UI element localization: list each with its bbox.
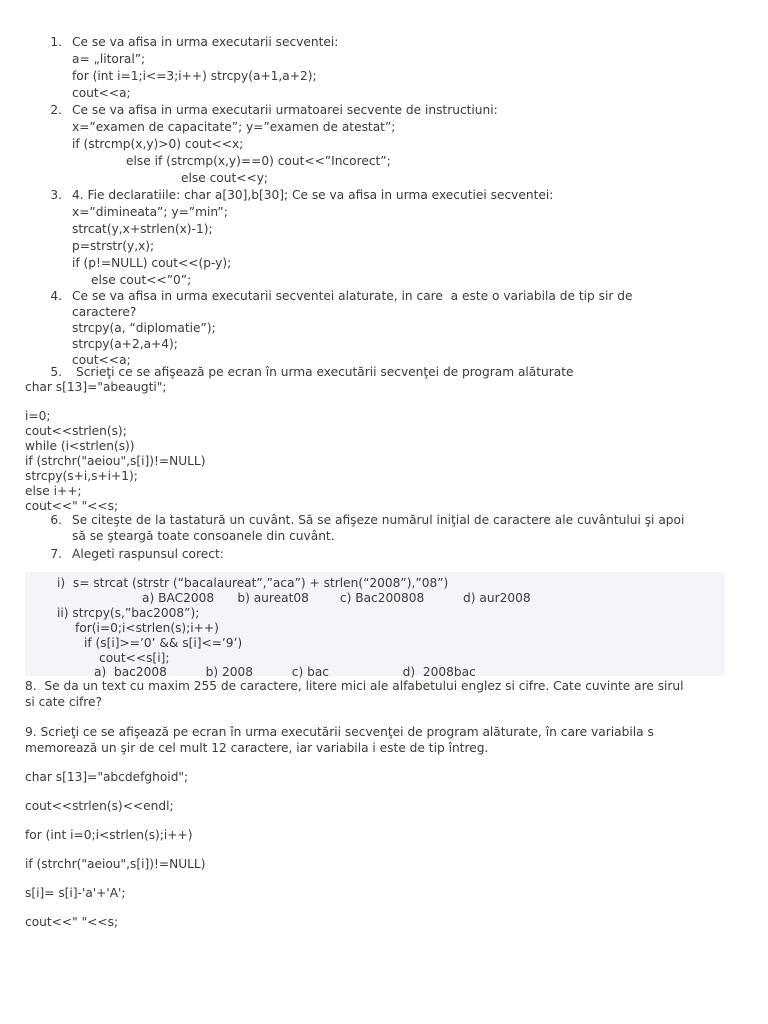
q7-number: 7. — [50, 547, 62, 561]
q5-number: 5. — [50, 365, 62, 379]
q6-title: să se şteargă toate consoanele din cuvânt. — [72, 529, 335, 543]
q5-code-line: i=0; — [25, 409, 51, 423]
q2-code-line: x=”examen de capacitate”; y=”examen de atestat”; — [72, 120, 396, 134]
q9-code-line: cout<<strlen(s)<<endl; — [25, 799, 174, 813]
q9-code-line: s[i]= s[i]-'a'+'A'; — [25, 886, 126, 900]
q6-title: Se citeşte de la tastatură un cuvânt. Să se afişeze numărul iniţial de caractere ale cuvântului şi apoi — [72, 513, 685, 527]
q9-text: 9. Scrieţi ce se afişează pe ecran în urma executării secvenţei de program alăturate, în care variabila s — [25, 725, 654, 739]
q8-text: 8. Se da un text cu maxim 255 de caractere, litere mici ale alfabetului englez si cifre. Cate cuvinte are sirul — [25, 679, 684, 693]
q3-number: 3. — [50, 188, 62, 202]
q2-title: Ce se va afisa in urma executarii urmatoarei secvente de instructiuni: — [72, 103, 498, 117]
q3-code-line: p=strstr(y,x); — [72, 239, 155, 253]
q2-number: 2. — [50, 103, 62, 117]
q7-part-ii-options: a) bac2008 b) 2008 c) bac d) 2008bac — [94, 665, 476, 679]
q7-part-ii: ii) strcpy(s,”bac2008”); — [57, 606, 200, 620]
q4-code-line: cout<<a; — [72, 353, 131, 367]
q7-code-line: cout<<s[i]; — [99, 651, 170, 665]
q7-code-line: for(i=0;i<strlen(s);i++) — [75, 621, 219, 635]
q2-code-line: if (strcmp(x,y)>0) cout<<x; — [72, 137, 244, 151]
q5-code-line: char s[13]="abeaugti"; — [25, 380, 167, 394]
q1-number: 1. — [50, 35, 62, 49]
q9-code-line: if (strchr("aeiou",s[i])!=NULL) — [25, 857, 206, 871]
q2-code-line: else if (strcmp(x,y)==0) cout<<”Incorect”; — [126, 154, 391, 168]
q1-code-line: for (int i=1;i<=3;i++) strcpy(a+1,a+2); — [72, 69, 317, 83]
q7-code-line: if (s[i]>=’0’ && s[i]<=’9’) — [84, 636, 243, 650]
q9-code-line: char s[13]="abcdefghoid"; — [25, 770, 189, 784]
q4-title: Ce se va afisa in urma executarii secventei alaturate, in care a este o variabila de tip sir de — [72, 289, 633, 303]
q4-code-line: strcpy(a, “diplomatie”); — [72, 321, 216, 335]
q4-title: caractere? — [72, 305, 137, 319]
q1-title: Ce se va afisa in urma executarii secventei: — [72, 35, 339, 49]
q4-number: 4. — [50, 289, 62, 303]
q8-text: si cate cifre? — [25, 695, 103, 709]
q5-title: Scrieţi ce se afişează pe ecran în urma executării secvenţei de program alăturate — [76, 365, 574, 379]
q4-code-line: strcpy(a+2,a+4); — [72, 337, 178, 351]
q3-code-line: if (p!=NULL) cout<<(p-y); — [72, 256, 232, 270]
q3-title: 4. Fie declaratiile: char a[30],b[30]; Ce se va afisa in urma executiei secventei: — [72, 188, 554, 202]
q1-code-line: a= „litoral”; — [72, 52, 146, 66]
q9-code-line: cout<<" "<<s; — [25, 915, 119, 929]
q3-code-line: else cout<<”0”; — [91, 273, 192, 287]
q5-code-line: if (strchr("aeiou",s[i])!=NULL) — [25, 454, 206, 468]
q9-code-line: for (int i=0;i<strlen(s);i++) — [25, 828, 193, 842]
q9-text: memorează un şir de cel mult 12 caractere, iar variabila i este de tip întreg. — [25, 741, 489, 755]
q7-part-i: i) s= strcat (strstr (“bacalaureat”,”aca”) + strlen(“2008”),”08”) — [57, 576, 449, 590]
q1-code-line: cout<<a; — [72, 86, 131, 100]
q3-code-line: x=”dimineata”; y=”min”; — [72, 205, 228, 219]
q5-code-line: while (i<strlen(s)) — [25, 439, 135, 453]
q7-title: Alegeti raspunsul corect: — [72, 547, 224, 561]
q5-code-line: cout<<strlen(s); — [25, 424, 127, 438]
q3-code-line: strcat(y,x+strlen(x)-1); — [72, 222, 213, 236]
q5-code-line: else i++; — [25, 484, 82, 498]
q5-code-line: strcpy(s+i,s+i+1); — [25, 469, 138, 483]
q2-code-line: else cout<<y; — [181, 171, 269, 185]
q6-number: 6. — [50, 513, 62, 527]
q7-part-i-options: a) BAC2008 b) aureat08 c) Bac200808 d) aur2008 — [142, 591, 531, 605]
q5-code-line: cout<<" "<<s; — [25, 499, 119, 513]
